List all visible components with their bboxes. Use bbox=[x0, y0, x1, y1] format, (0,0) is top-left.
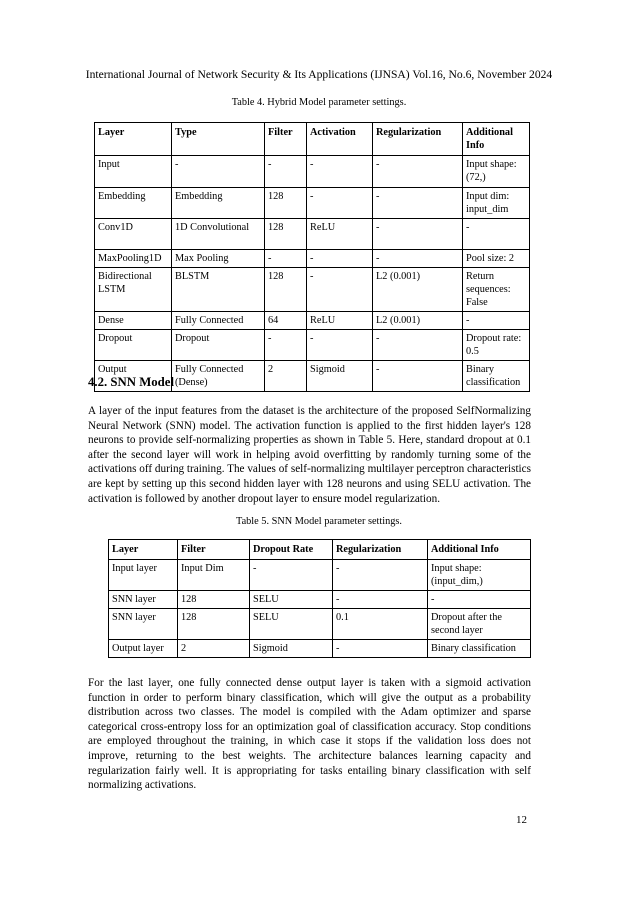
table-cell: - bbox=[265, 250, 307, 268]
table-cell: L2 (0.001) bbox=[373, 268, 463, 312]
table-cell: 2 bbox=[178, 640, 250, 658]
table-cell: 64 bbox=[265, 312, 307, 330]
table-cell: BLSTM bbox=[172, 268, 265, 312]
column-header: Type bbox=[172, 123, 265, 156]
body-paragraph: A layer of the input features from the dataset is the architecture of the proposed SelfNormalizing Neural Network (SNN) model. The activation function is applied to the first hidden layer's 128 neurons to provide self-normalizing properties as shown in Table 5. Here, standard dropout at 0.1 after the second layer will work in helping avoid overfitting by randomly turning some of the activations off during training. The values of self-normalizing multilayer perceptron characteristics are kept by setting up this second hidden layer with 128 neurons and using SELU activation. The activation is followed by another dropout layer to ensure model regularization. bbox=[88, 405, 531, 505]
table-row bbox=[109, 609, 531, 640]
table-cell: Binary classification bbox=[463, 361, 530, 392]
table-cell: MaxPooling1D bbox=[95, 250, 172, 268]
column-header: Regularization bbox=[333, 540, 428, 560]
table-cell: Return sequences: False bbox=[463, 268, 530, 312]
column-header: Layer bbox=[95, 123, 172, 156]
table-cell: Sigmoid bbox=[250, 640, 333, 658]
table-cell: - bbox=[428, 591, 531, 609]
table-cell: Pool size: 2 bbox=[463, 250, 530, 268]
table-cell: 128 bbox=[265, 219, 307, 250]
table-cell: ReLU bbox=[307, 219, 373, 250]
table-cell: Input layer bbox=[109, 560, 178, 591]
table-cell: ReLU bbox=[307, 312, 373, 330]
table4-caption: Table 4. Hybrid Model parameter settings. bbox=[231, 97, 407, 108]
table-cell: Input Dim bbox=[178, 560, 250, 591]
table-cell: 2 bbox=[265, 361, 307, 392]
table-row bbox=[95, 219, 530, 250]
table-cell: - bbox=[333, 560, 428, 591]
table-cell: Bidirectional LSTM bbox=[95, 268, 172, 312]
table5-caption: Table 5. SNN Model parameter settings. bbox=[236, 516, 402, 527]
table-cell: Output layer bbox=[109, 640, 178, 658]
table-cell: 128 bbox=[265, 188, 307, 219]
table-row bbox=[109, 560, 531, 591]
table-cell: Dropout after the second layer bbox=[428, 609, 531, 640]
table-cell: - bbox=[307, 330, 373, 361]
table-cell: Fully Connected bbox=[172, 312, 265, 330]
table-cell: Dropout bbox=[95, 330, 172, 361]
table-cell: Input shape: (input_dim,) bbox=[428, 560, 531, 591]
table-cell: - bbox=[333, 640, 428, 658]
column-header: Regularization bbox=[373, 123, 463, 156]
column-header: Filter bbox=[265, 123, 307, 156]
table-cell: Dropout bbox=[172, 330, 265, 361]
table-cell: SNN layer bbox=[109, 609, 178, 640]
table-cell: - bbox=[265, 156, 307, 188]
table-cell: Embedding bbox=[172, 188, 265, 219]
table-cell: Output bbox=[95, 361, 172, 392]
snn-model-table bbox=[108, 539, 531, 658]
table-cell: 128 bbox=[178, 591, 250, 609]
table-cell: - bbox=[307, 156, 373, 188]
table-header-row bbox=[95, 123, 530, 156]
table-cell: Input shape: (72,) bbox=[463, 156, 530, 188]
table-cell: Dropout rate: 0.5 bbox=[463, 330, 530, 361]
table-cell: - bbox=[463, 219, 530, 250]
section-heading: 4.2. SNN Model bbox=[88, 375, 175, 389]
table-cell: SNN layer bbox=[109, 591, 178, 609]
table-cell: 1D Convolutional bbox=[172, 219, 265, 250]
table-header-row bbox=[109, 540, 531, 560]
body-paragraph: For the last layer, one fully connected dense output layer is taken with a sigmoid activation function in order to perform binary classification, which will give the output as a probability distribution across two classes. The model is compiled with the Adam optimizer and sparse categorical cross-entropy loss for an optimization goal of classification accuracy. Stop conditions are employed throughout the training, in which case it stops if the validation loss does not improve, returning to the best weights. The architecture balances learning capacity and regularization fairly well. It is appropriating for tasks entailing binary classification with self normalizing activations. bbox=[88, 677, 531, 792]
table-cell: - bbox=[373, 250, 463, 268]
table-cell: Binary classification bbox=[428, 640, 531, 658]
table-cell: - bbox=[373, 219, 463, 250]
table-cell: - bbox=[307, 268, 373, 312]
table-cell: - bbox=[373, 156, 463, 188]
table-cell: 128 bbox=[178, 609, 250, 640]
table-cell: 128 bbox=[265, 268, 307, 312]
table-cell: - bbox=[307, 250, 373, 268]
table-row bbox=[95, 250, 530, 268]
column-header: Activation bbox=[307, 123, 373, 156]
table-cell: - bbox=[265, 330, 307, 361]
table-cell: - bbox=[172, 156, 265, 188]
page-number: 12 bbox=[516, 814, 527, 826]
column-header: Additional Info bbox=[463, 123, 530, 156]
column-header: Layer bbox=[109, 540, 178, 560]
table-cell: Input bbox=[95, 156, 172, 188]
column-header: Filter bbox=[178, 540, 250, 560]
table-cell: - bbox=[333, 591, 428, 609]
table-cell: Input dim: input_dim bbox=[463, 188, 530, 219]
table-cell: Conv1D bbox=[95, 219, 172, 250]
table-cell: - bbox=[373, 330, 463, 361]
journal-header: International Journal of Network Security & Its Applications (IJNSA) Vol.16, No.6, November 2024 bbox=[85, 68, 553, 81]
table-row bbox=[95, 312, 530, 330]
hybrid-model-table bbox=[94, 122, 530, 392]
table-cell: 0.1 bbox=[333, 609, 428, 640]
table-cell: - bbox=[373, 361, 463, 392]
table-cell: Dense bbox=[95, 312, 172, 330]
table-cell: Sigmoid bbox=[307, 361, 373, 392]
table-cell: Fully Connected (Dense) bbox=[172, 361, 265, 392]
table-row bbox=[95, 268, 530, 312]
table-cell: Embedding bbox=[95, 188, 172, 219]
table-row bbox=[95, 188, 530, 219]
column-header: Additional Info bbox=[428, 540, 531, 560]
table-cell: SELU bbox=[250, 609, 333, 640]
table-row bbox=[109, 640, 531, 658]
table-cell: - bbox=[307, 188, 373, 219]
table-row bbox=[95, 156, 530, 188]
table-cell: - bbox=[463, 312, 530, 330]
column-header: Dropout Rate bbox=[250, 540, 333, 560]
table-cell: SELU bbox=[250, 591, 333, 609]
table-row bbox=[95, 330, 530, 361]
table-cell: Max Pooling bbox=[172, 250, 265, 268]
table-row bbox=[109, 591, 531, 609]
table-cell: - bbox=[250, 560, 333, 591]
table-cell: - bbox=[373, 188, 463, 219]
table-cell: L2 (0.001) bbox=[373, 312, 463, 330]
